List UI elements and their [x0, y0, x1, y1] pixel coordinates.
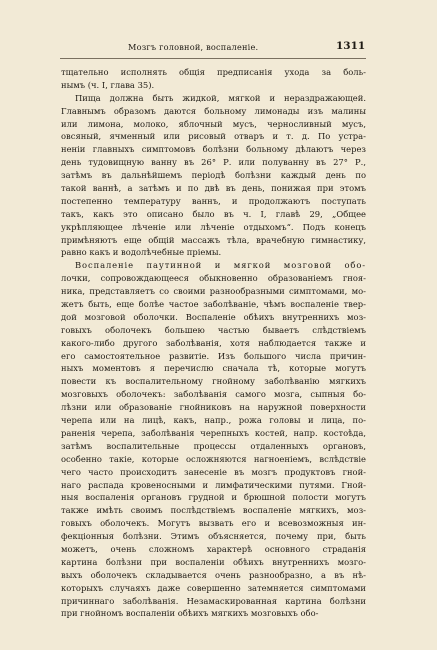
paragraph — [61, 66, 366, 92]
text-line: чего часто происходитъ занесеніе въ мозгъ продуктовъ гной- — [61, 466, 366, 477]
text-line: какого-либо другого заболѣванія, хотя наблюдается также и — [61, 337, 366, 348]
text-line: также имѣть своимъ послѣдствіемъ воспаленіе мягкихъ, моз- — [61, 505, 366, 516]
text-line: постепенно температуру ваннъ, и продолжаютъ поступать — [61, 195, 366, 206]
text-line: его самостоятельное развитіе. Изъ большого числа причин- — [61, 350, 366, 361]
text-line: затѣмъ въ дальнѣйшемъ періодѣ болѣзни каждый день по — [61, 170, 366, 181]
text-line: повести къ воспалительному гнойному заболѣванію мягкихъ — [61, 376, 366, 387]
text-line: укрѣпляющее лѣченіе или лѣченіе отдыхомъ“. Подъ конецъ — [61, 221, 366, 232]
text-line: фекціонныя болѣзни. Этимъ объясняется, почему при, быть — [61, 531, 366, 542]
text-line: выхъ оболочекъ складывается очень разнообразно, а въ нѣ- — [61, 569, 366, 580]
text-line: дой мозговой оболочки. Воспаленіе обѣихъ внутреннихъ моз- — [61, 311, 366, 322]
text-line: Главнымъ образомъ даются больному лимонады изъ малины — [61, 105, 366, 116]
text-line: лочки, сопровождающееся обыкновенно образованіемъ гноя- — [61, 273, 366, 284]
paragraph — [61, 259, 366, 620]
text-line: говыхъ оболочекъ. Могутъ вызвать его и всевозможныя ин- — [61, 518, 366, 529]
text-line: которыхъ случаяхъ даже совершенно затемняется симптомами — [61, 582, 366, 593]
text-line: мозговыхъ оболочекъ: заболѣванія самого мозга, сыпныя бо- — [61, 389, 366, 400]
text-line: особенно такіе, которые осложняются нагноеніемъ, вслѣдствіе — [61, 453, 366, 464]
text-line: неніи главныхъ симптомовъ болѣзни больному дѣлаютъ через — [61, 144, 366, 155]
page-number: 1311 — [336, 40, 366, 52]
running-head: Мозгъ головной, воспаленіе. — [128, 42, 259, 52]
text-line: говыхъ оболочекъ большею частью бываетъ слѣдствіемъ — [61, 324, 366, 335]
text-line: черепа или на лицѣ, какъ, напр., рожа головы и лица, по- — [61, 415, 366, 426]
text-line: Пища должна быть жидкой, мягкой и нераздражающей. — [75, 92, 366, 103]
text-line: наго распада кровеносными и лимфатическими путями. Гной- — [61, 479, 366, 490]
text-line: картина болѣзни при воспаленіи обѣихъ внутреннихъ мозго- — [61, 556, 366, 567]
text-line: нымъ (ч. I, глава 35). — [61, 79, 155, 90]
header-rule — [60, 58, 366, 59]
text-line: причиннаго заболѣванія. Незамаскированная картина болѣзни — [61, 595, 366, 606]
text-line: можетъ, очень сложномъ характерѣ основного страданія — [61, 543, 366, 554]
text-line: ника, представляетъ со своими разнообразными симптомами, мо- — [61, 286, 366, 297]
text-line: равно какъ и водолѣчебные пріемы. — [61, 247, 222, 258]
text-line: овсяный, ячменный или рисовый отваръ и т. д. По устра- — [61, 131, 366, 142]
text-line: жетъ быть, еще болѣе частое заболѣваніе, чѣмъ воспаленіе твер- — [61, 299, 366, 310]
text-line: Воспаленіе паутинной и мягкой мозговой обо- — [75, 260, 366, 271]
text-line: или лимона, молоко, яблочный мусъ, черносливный мусъ, — [61, 118, 366, 129]
text-line: день тудовищную ванну въ 26° Р. или полуванну въ 27° Р., — [61, 157, 366, 168]
text-line: такой ваннѣ, а затѣмъ и по двѣ въ день, понижая при этомъ — [61, 183, 366, 194]
text-line: затѣмъ воспалительные процессы отдаленныхъ органовъ, — [61, 440, 366, 451]
text-line: лѣзни или образованіе гнойниковъ на наружной поверхности — [61, 402, 366, 413]
text-line: при гнойномъ воспаленіи обѣихъ мягкихъ мозговыхъ обо- — [61, 608, 319, 619]
text-line: такъ, какъ это описано было въ ч. I, главѣ 29, „Общее — [61, 208, 366, 219]
text-line: ныя воспаленія органовъ грудной и брюшной полости могутъ — [61, 492, 366, 503]
text-line: тщательно исполнять общія предписанія ухода за боль- — [61, 67, 366, 77]
text-line: раненія черепа, заболѣванія черепныхъ костей, напр. костоѣда, — [61, 427, 366, 438]
text-line: ныхъ моментовъ я перечислю сначала тѣ, которые могутъ — [61, 363, 366, 374]
paragraph — [61, 92, 366, 260]
body-text — [61, 66, 366, 620]
text-line: примѣняютъ еще общій массажъ тѣла, врачебную гимнастику, — [61, 234, 366, 245]
